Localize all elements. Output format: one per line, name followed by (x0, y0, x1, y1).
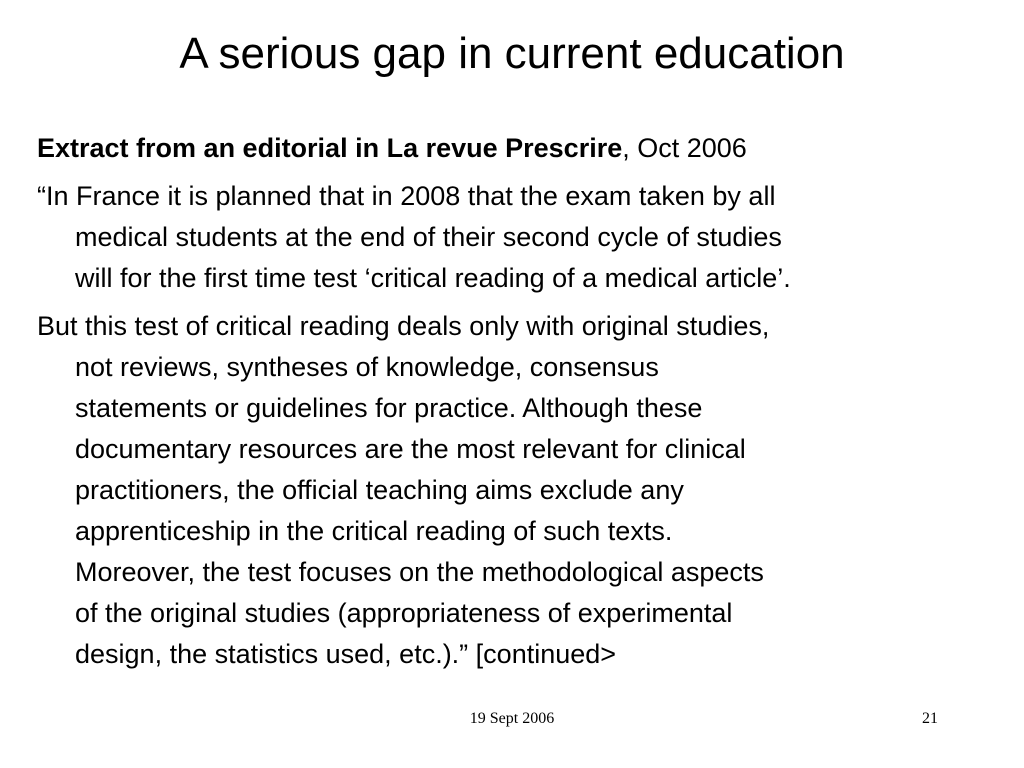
text-line: statements or guidelines for practice. Although these (75, 393, 703, 423)
text-line: not reviews, syntheses of knowledge, consensus (75, 352, 659, 382)
text-line: of the original studies (appropriateness of experimental (75, 598, 733, 628)
slide-body (37, 128, 997, 682)
source-line (37, 128, 997, 169)
text-line: will for the first time test ‘critical reading of a medical article’. (75, 263, 791, 293)
page-number: 21 (922, 710, 938, 727)
slide-title: A serious gap in current education (179, 29, 845, 78)
quote-paragraph-1 (37, 176, 997, 299)
text-line: Moreover, the test focuses on the methodological aspects (75, 557, 764, 587)
footer-date: 19 Sept 2006 (469, 710, 555, 727)
text-line: practitioners, the official teaching aims exclude any (75, 475, 684, 505)
text-line: “In France it is planned that in 2008 that the exam taken by all (37, 181, 776, 211)
text-line: medical students at the end of their second cycle of studies (75, 222, 782, 252)
source-date: , Oct 2006 (622, 133, 747, 163)
text-line: documentary resources are the most relevant for clinical (75, 434, 746, 464)
text-line: apprenticeship in the critical reading of such texts. (75, 516, 673, 546)
text-line: But this test of critical reading deals only with original studies, (37, 311, 770, 341)
quote-paragraph-2 (37, 306, 997, 675)
text-line: design, the statistics used, etc.).” [continued> (75, 639, 617, 669)
source-title: Extract from an editorial in La revue Prescrire (37, 133, 623, 163)
